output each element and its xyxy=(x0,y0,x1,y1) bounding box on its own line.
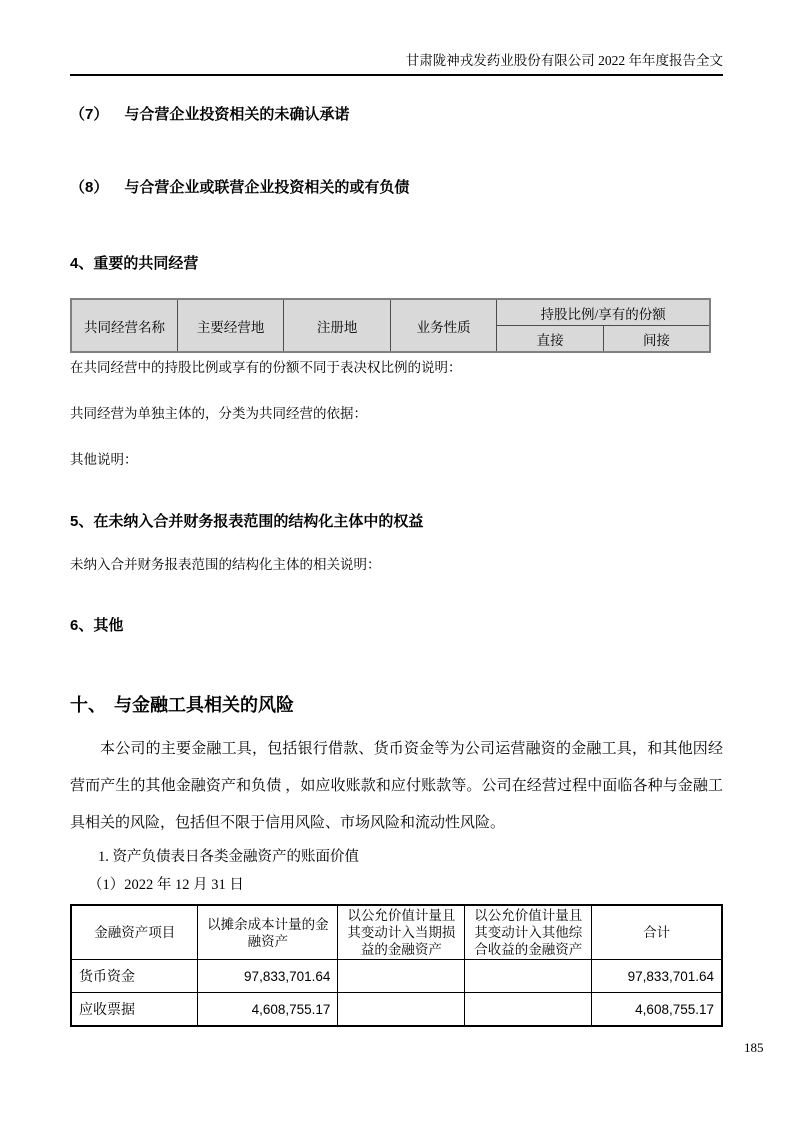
row-item-label: 货币资金 xyxy=(71,960,198,993)
page-number: 185 xyxy=(744,1040,764,1055)
running-header xyxy=(70,0,723,76)
heading-7-title: 与合营企业投资相关的未确认承诺 xyxy=(124,106,350,123)
risk-intro-paragraph: 本公司的主要金融工具，包括银行借款、货币资金等为公司运营融资的金融工具，和其他因经营而产生的其他金融资产和负债 ，如应收账款和应付账款等。公司在经营过程中面临各种与金融工具相关的风险，包括但不限于信用风险、市场风险和流动性风险。 xyxy=(70,741,723,831)
note-separate-entity-basis: 共同经营为单独主体的，分类为共同经营的依据： xyxy=(70,406,367,421)
financial-table-header-row xyxy=(71,905,722,960)
row-fvoci-value xyxy=(465,960,592,993)
fin-col-fvoci: 以公允价值计量且其变动计入其他综合收益的金融资产 xyxy=(465,905,592,960)
heading-7-unrecognized-commitments xyxy=(70,105,723,125)
financial-assets-table xyxy=(70,904,723,1027)
fin-col-amortized-cost: 以摊余成本计量的金融资产 xyxy=(198,905,338,960)
joint-col-registered-place: 注册地 xyxy=(284,299,390,352)
row-fvtpl-value xyxy=(338,960,465,993)
joint-col-indirect: 间接 xyxy=(603,326,710,353)
note-structured-entities: 未纳入合并财务报表范围的结构化主体的相关说明： xyxy=(70,557,381,572)
subheading-1-1-date: （1）2022 年 12 月 31 日 xyxy=(88,877,244,893)
fin-col-fvtpl: 以公允价值计量且其变动计入当期损益的金融资产 xyxy=(338,905,465,960)
row-total-value: 97,833,701.64 xyxy=(592,960,722,993)
joint-table-header-row-1 xyxy=(71,299,710,326)
note-shareholding-vs-voting: 在共同经营中的持股比例或享有的份额不同于表决权比例的说明： xyxy=(70,360,462,375)
row-item-label: 应收票据 xyxy=(71,993,198,1027)
joint-col-business-nature: 业务性质 xyxy=(390,299,496,352)
fin-col-item: 金融资产项目 xyxy=(71,905,198,960)
running-header-title: 甘肃陇神戎发药业股份有限公司 2022 年年度报告全文 xyxy=(405,53,723,68)
table-row-monetary-funds xyxy=(71,960,722,993)
note-other-remarks: 其他说明： xyxy=(70,452,138,467)
heading-8-title: 与合营企业或联营企业投资相关的或有负债 xyxy=(124,179,410,196)
heading-10-title: 与金融工具相关的风险 xyxy=(114,695,294,715)
heading-8-contingent-liabilities xyxy=(70,178,723,198)
row-amortized-value: 97,833,701.64 xyxy=(198,960,338,993)
heading-7-number: （7） xyxy=(70,106,109,123)
heading-8-number: （8） xyxy=(70,179,109,196)
heading-5-structured-entities: 5、在未纳入合并财务报表范围的结构化主体中的权益 xyxy=(70,513,424,530)
table-row-notes-receivable xyxy=(71,993,722,1027)
subheading-1-carrying-amount: 1. 资产负债表日各类金融资产的账面价值 xyxy=(98,849,359,865)
row-amortized-value: 4,608,755.17 xyxy=(198,993,338,1027)
heading-10-financial-instrument-risks xyxy=(70,693,723,717)
heading-10-number: 十、 xyxy=(70,695,106,715)
row-total-value: 4,608,755.17 xyxy=(592,993,722,1027)
joint-operations-table xyxy=(70,298,711,353)
heading-6-other: 6、其他 xyxy=(70,617,124,634)
row-fvoci-value xyxy=(465,993,592,1027)
heading-4-joint-operations: 4、重要的共同经营 xyxy=(70,255,199,272)
fin-col-total: 合计 xyxy=(592,905,722,960)
row-fvtpl-value xyxy=(338,993,465,1027)
joint-col-main-place: 主要经营地 xyxy=(177,299,283,352)
joint-col-shareholding-group: 持股比例/享有的份额 xyxy=(497,299,710,326)
joint-col-direct: 直接 xyxy=(497,326,604,353)
joint-col-name: 共同经营名称 xyxy=(71,299,177,352)
